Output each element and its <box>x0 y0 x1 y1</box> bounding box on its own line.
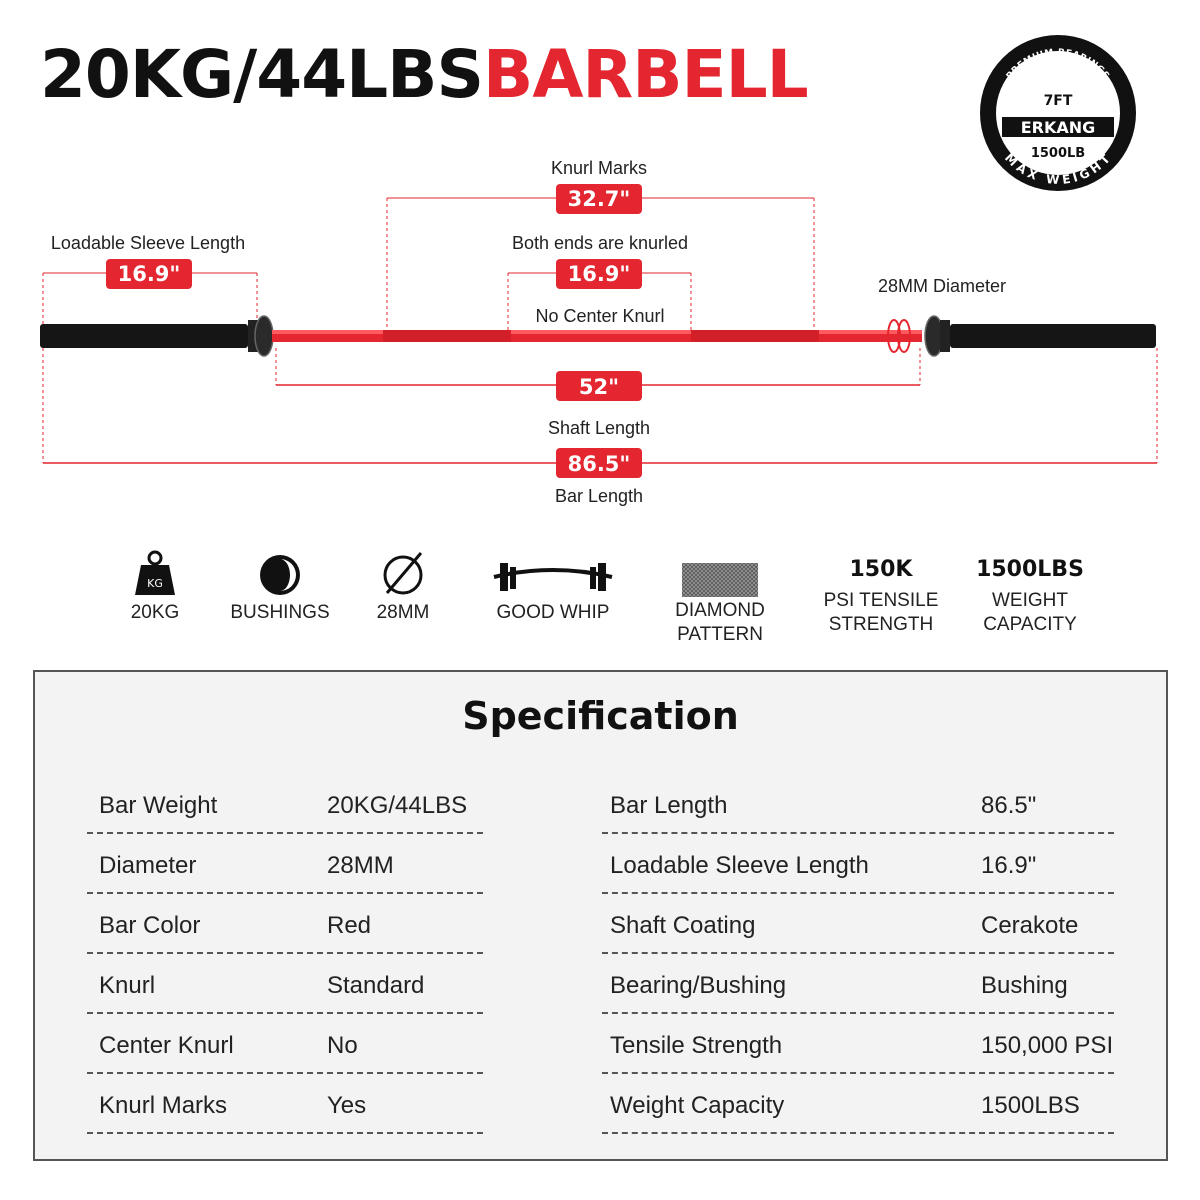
center-gap-dimension <box>508 233 691 340</box>
feature-weight: KG 20KG <box>80 545 230 625</box>
spec-row: Bar Color Red <box>87 894 483 954</box>
diameter-label: 28MM Diameter <box>877 276 1007 296</box>
shaft-length-value: 52" <box>578 375 620 399</box>
spec-row: Bearing/Bushing Bushing <box>602 954 1114 1014</box>
badge-brand-logo: ERKANG <box>1020 118 1096 137</box>
spec-row: Loadable Sleeve Length 16.9" <box>602 834 1114 894</box>
specification-panel <box>33 670 1168 1161</box>
spec-row: Knurl Marks Yes <box>87 1074 483 1134</box>
center-gap-value: 16.9" <box>567 262 631 286</box>
spec-row: Shaft Coating Cerakote <box>602 894 1114 954</box>
sleeve-length-dimension <box>43 233 257 326</box>
badge-length: 7FT <box>1043 93 1073 109</box>
svg-text:KG: KG <box>147 577 163 590</box>
spec-row: Bar Length 86.5" <box>602 772 1114 834</box>
shaft-length-label: Shaft Length <box>547 418 651 438</box>
knurl-marks-value: 32.7" <box>567 187 631 211</box>
bar-length-label: Bar Length <box>554 486 644 506</box>
barbell-dimension-diagram <box>0 140 1200 520</box>
spec-row: Diameter 28MM <box>87 834 483 894</box>
title-product: BARBELL <box>483 36 808 113</box>
knurl-marks-label: Knurl Marks <box>550 158 648 178</box>
spec-row: Center Knurl No <box>87 1014 483 1074</box>
feature-icons-row <box>100 545 1100 645</box>
feature-whip: GOOD WHIP <box>478 545 628 625</box>
spec-row: Tensile Strength 150,000 PSI <box>602 1014 1114 1074</box>
tensile-headline: 150K <box>849 557 913 582</box>
spec-right-column <box>602 772 1114 1134</box>
shaft-length-dimension <box>276 348 920 438</box>
capacity-headline: 1500LBS <box>976 557 1084 582</box>
feature-tensile-strength: 150K PSI TENSILE STRENGTH <box>806 545 956 637</box>
diamond-pattern-icon <box>682 561 758 597</box>
feature-weight-capacity: 1500LBS WEIGHT CAPACITY <box>955 545 1105 637</box>
feature-diamond-pattern: DIAMOND PATTERN <box>645 545 795 647</box>
spec-title: Specification <box>462 694 739 738</box>
no-center-knurl-label: No Center Knurl <box>535 306 665 326</box>
badge-bottom-arc: MAX WEIGHT <box>1002 150 1115 188</box>
kettlebell-weight-icon <box>131 549 179 597</box>
spec-left-column <box>87 772 483 1134</box>
page-title <box>40 30 808 120</box>
title-weight: 20KG/44LBS <box>40 36 484 113</box>
spec-row: Bar Weight 20KG/44LBS <box>87 772 483 834</box>
sleeve-length-label: Loadable Sleeve Length <box>50 233 246 253</box>
spec-row: Weight Capacity 1500LBS <box>602 1074 1114 1134</box>
spec-row: Knurl Standard <box>87 954 483 1014</box>
both-ends-knurled-label: Both ends are knurled <box>511 233 689 253</box>
feature-diameter: 28MM <box>328 545 478 625</box>
feature-bushings: BUSHINGS <box>205 545 355 625</box>
badge-capacity: 1500LB <box>1030 146 1086 161</box>
diameter-icon <box>379 549 427 597</box>
sleeve-length-value: 16.9" <box>117 262 181 286</box>
barbell-whip-icon <box>490 557 616 597</box>
badge-top-arc: PREMIUM BEARINGS <box>1004 47 1112 82</box>
bar-length-value: 86.5" <box>567 452 631 476</box>
bushing-icon <box>256 549 304 597</box>
